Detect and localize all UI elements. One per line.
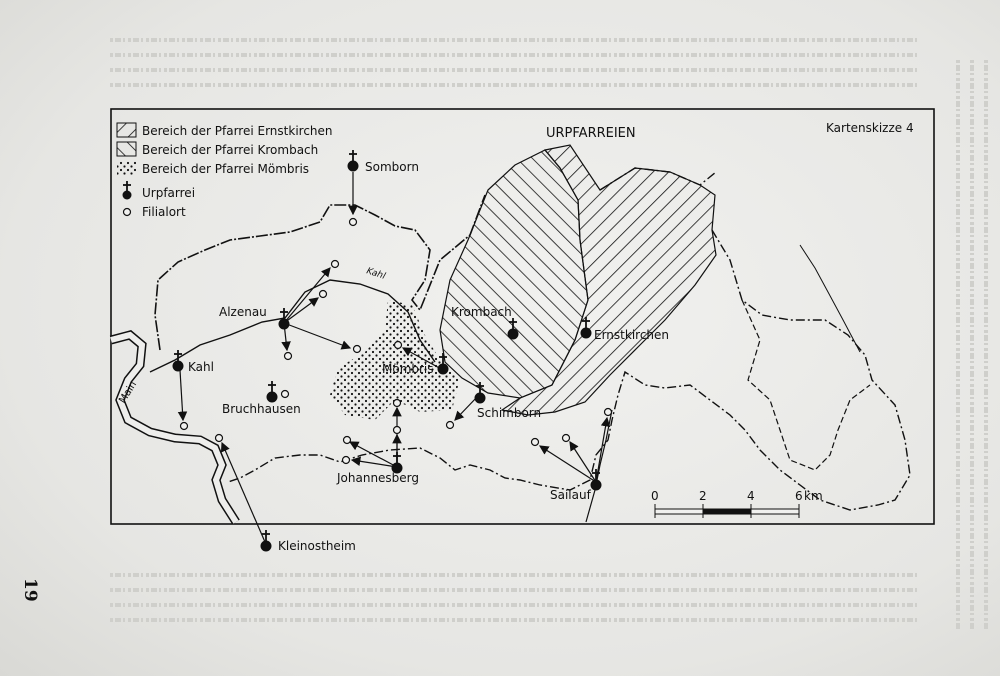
legend-filialort-symbol xyxy=(124,209,131,216)
filialort-marker xyxy=(282,391,289,398)
scale-tick-4: 4 xyxy=(747,489,755,503)
filialort-marker xyxy=(394,427,401,434)
legend-moembris: Bereich der Pfarrei Mömbris xyxy=(142,162,310,176)
label-ernstkirchen: Ernstkirchen xyxy=(594,328,670,342)
label-johannesberg: Johannesberg xyxy=(337,471,420,485)
label-kleinostheim: Kleinostheim xyxy=(278,539,356,553)
filialort-marker xyxy=(395,342,402,349)
filialort-marker xyxy=(343,457,350,464)
arrow-sailauf-2 xyxy=(570,442,596,482)
label-bruchhausen: Bruchhausen xyxy=(222,402,301,416)
label-krombach: Krombach xyxy=(451,305,512,319)
scale-unit: km xyxy=(804,489,823,503)
legend-urpfarrei: Urpfarrei xyxy=(142,186,196,200)
legend xyxy=(117,123,333,219)
urpfarrei-marker-schimborn xyxy=(475,382,485,403)
label-moembris: Mömbris xyxy=(382,362,434,376)
arrow-kahl xyxy=(180,370,183,420)
filialort-marker xyxy=(350,219,357,226)
legend-swatch-ernstkirchen xyxy=(117,123,136,137)
arrow-alzenau-3 xyxy=(284,323,350,348)
filialort-marker xyxy=(332,261,339,268)
legend-swatch-krombach xyxy=(117,142,136,156)
scale-tick-0: 0 xyxy=(651,489,659,503)
arrow-kleinostheim xyxy=(222,443,265,542)
urpfarrei-marker-johannesberg xyxy=(392,452,402,473)
filialort-marker xyxy=(216,435,223,442)
filialort-marker xyxy=(285,353,292,360)
scale-bar xyxy=(651,489,823,518)
legend-swatch-moembris xyxy=(117,161,136,175)
filialort-marker xyxy=(532,439,539,446)
arrow-sailauf-1 xyxy=(540,446,596,482)
legend-filialort: Filialort xyxy=(142,205,186,219)
legend-ernstkirchen: Bereich der Pfarrei Ernstkirchen xyxy=(142,124,333,138)
label-sailauf: Sailauf xyxy=(550,488,591,502)
filialort-marker xyxy=(320,291,327,298)
figure-label: Kartenskizze 4 xyxy=(826,121,914,135)
label-main-river: Main xyxy=(117,379,140,406)
legend-urpfarrei-symbol xyxy=(123,181,132,200)
urpfarrei-marker-bruchhausen xyxy=(267,381,277,402)
label-alzenau: Alzenau xyxy=(219,305,267,319)
filialort-marker xyxy=(181,423,188,430)
filialort-marker xyxy=(344,437,351,444)
scale-tick-2: 2 xyxy=(699,489,707,503)
state-border-north xyxy=(155,195,485,350)
filialort-marker xyxy=(354,346,361,353)
urpfarrei-marker-somborn xyxy=(348,150,358,171)
page-number: 19 xyxy=(20,578,40,602)
label-kahl: Kahl xyxy=(188,360,214,374)
filialort-marker xyxy=(605,409,612,416)
arrow-schimborn xyxy=(455,396,478,420)
filialort-marker xyxy=(563,435,570,442)
legend-krombach: Bereich der Pfarrei Krombach xyxy=(142,143,319,157)
urpfarrei-marker-kleinostheim xyxy=(261,530,271,551)
label-schimborn: Schimborn xyxy=(477,406,542,420)
stream-northeast xyxy=(800,245,860,352)
map-title: URPFARREIEN xyxy=(546,126,636,141)
filialort-marker xyxy=(394,400,401,407)
filialort-marker xyxy=(447,422,454,429)
scale-tick-6: 6 xyxy=(795,489,803,503)
inner-boundary xyxy=(742,300,870,470)
label-somborn: Somborn xyxy=(365,160,419,174)
label-kahl-river: Kahl xyxy=(365,266,387,282)
